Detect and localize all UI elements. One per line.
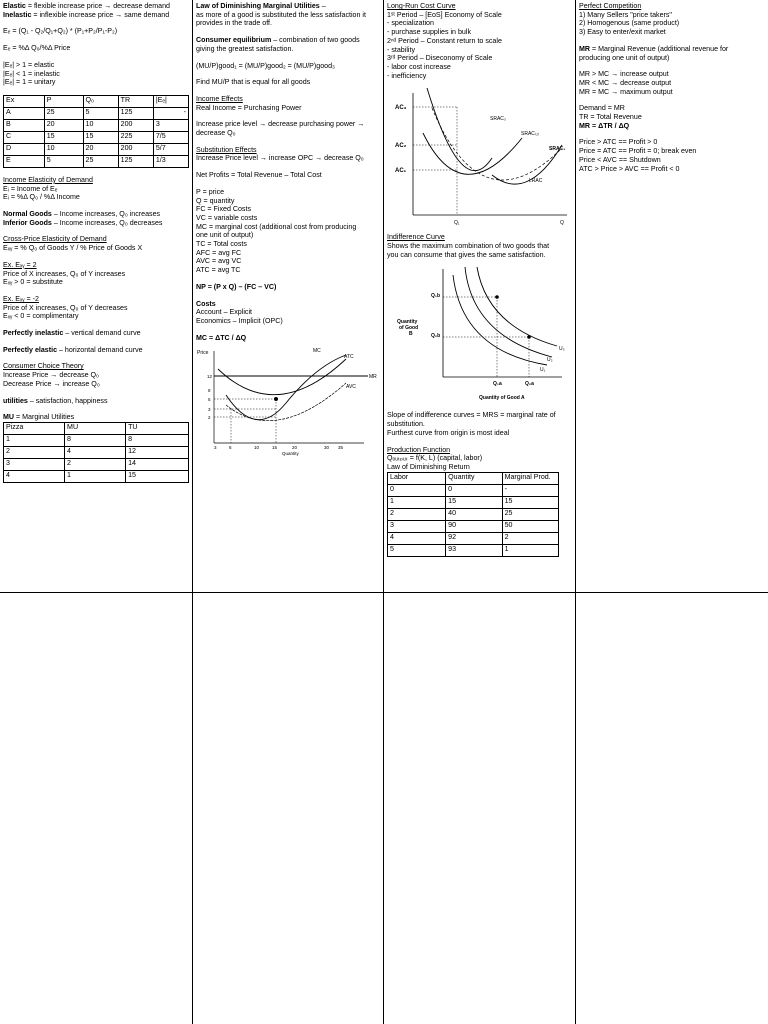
table-cell: 2 bbox=[502, 532, 558, 544]
substitution-effects-line: Increase Price level → increase OPC → decrease Q₀ bbox=[196, 154, 364, 163]
table-header-row bbox=[4, 422, 189, 434]
table-cell: 25 bbox=[502, 508, 558, 520]
lrc-line: 1ˢᵗ Period – [EoS] Economy of Scale bbox=[387, 10, 502, 19]
q-label: Q bbox=[560, 220, 564, 227]
equilibrium-formula: (MU/P)good₁ = (MU/P)good₂ = (MU/P)good₃ bbox=[196, 61, 335, 70]
table-row bbox=[4, 131, 189, 143]
table-row bbox=[4, 107, 189, 119]
cost-curves-graph bbox=[196, 345, 380, 465]
q1a-label: Q₁a bbox=[493, 381, 502, 388]
table-cell: 90 bbox=[446, 520, 502, 532]
consumer-choice-line: Increase Price → decrease Q₀ bbox=[3, 371, 99, 380]
example-1-line: Eₓᵧ > 0 = substitute bbox=[3, 278, 63, 287]
table-row bbox=[388, 532, 559, 544]
x-tick-label: 6 bbox=[229, 445, 232, 451]
example-1-line: Price of X increases, Q₀ of Y increases bbox=[3, 269, 126, 278]
indifference-line: Shows the maximum combination of two goods that bbox=[387, 242, 550, 251]
consumer-equilibrium-line: giving the greatest satisfaction. bbox=[196, 44, 294, 53]
table-row bbox=[388, 496, 559, 508]
x-axis-label: Quantity bbox=[282, 451, 299, 457]
inelastic-def: Inelastic = inflexible increase price → same demand bbox=[3, 10, 170, 19]
column-4 bbox=[576, 0, 768, 592]
table-cell: 20 bbox=[44, 119, 83, 131]
mr-rule: MR = MC → maximum output bbox=[579, 87, 673, 96]
table-cell: 92 bbox=[446, 532, 502, 544]
table-cell: C bbox=[4, 131, 45, 143]
y-axis-label: Price bbox=[197, 350, 209, 357]
elasticity-rule: |Eₑ| = 1 = unitary bbox=[3, 78, 56, 87]
table-cell: 8 bbox=[126, 434, 189, 446]
table-cell: 2 bbox=[65, 458, 126, 470]
mr-def: MR = Marginal Revenue (additional revenue for bbox=[579, 44, 729, 53]
u3-label: U₃ bbox=[559, 346, 565, 353]
q2b-label: Q₂b bbox=[431, 333, 441, 340]
table-cell: 15 bbox=[446, 496, 502, 508]
consumer-choice-title: Consumer Choice Theory bbox=[3, 362, 84, 371]
ldmu-heading: Law of Diminishing Marginal Utilities – bbox=[196, 2, 326, 10]
table-cell: 14 bbox=[126, 458, 189, 470]
perfect-competition-title: Perfect Competition bbox=[579, 2, 642, 10]
avc-label: AVC bbox=[346, 384, 356, 391]
table-cell: 3 bbox=[153, 119, 188, 131]
x-tick-label: 3 bbox=[214, 445, 217, 451]
demand-line: TR = Total Revenue bbox=[579, 113, 642, 122]
np-formula: NP = (P x Q) – (FC – VC) bbox=[196, 282, 277, 291]
production-line: Law of Diminishing Return bbox=[387, 462, 470, 471]
table-cell: - bbox=[153, 107, 188, 119]
pc-line: 3) Easy to enter/exit market bbox=[579, 28, 666, 37]
table-row bbox=[4, 434, 189, 446]
mr-rule: MR > MC → increase output bbox=[579, 70, 669, 79]
lrc-line: - inefficiency bbox=[387, 71, 427, 80]
x-tick-label: 15 bbox=[272, 445, 278, 451]
table-cell: 1 bbox=[388, 496, 446, 508]
table-cell: 10 bbox=[83, 119, 118, 131]
q2a-label: Q₂a bbox=[525, 381, 534, 388]
definition: AFC = avg FC bbox=[196, 248, 242, 257]
indifference-curve-graph bbox=[387, 261, 572, 411]
table-cell: 2 bbox=[4, 446, 65, 458]
income-elasticity-line: Eᵢ = Income of Eₑ bbox=[3, 184, 58, 193]
table-cell: 25 bbox=[44, 107, 83, 119]
table-cell: 20 bbox=[83, 143, 118, 155]
table-cell: 7/5 bbox=[153, 131, 188, 143]
indifference-line: you can consume that gives the same satisfaction. bbox=[387, 250, 546, 259]
table-cell: 225 bbox=[118, 131, 153, 143]
u3-curve bbox=[477, 267, 557, 346]
table-row bbox=[4, 470, 189, 482]
y-axis-label-line: Quantity bbox=[397, 319, 418, 326]
table-header-row bbox=[388, 472, 559, 484]
income-elasticity-title: Income Elasticity of Demand bbox=[3, 175, 93, 184]
table-cell: 125 bbox=[118, 155, 153, 167]
table-cell: 3 bbox=[388, 520, 446, 532]
normal-goods: Normal Goods – Income increases, Q₀ increases bbox=[3, 210, 161, 219]
table-cell: E bbox=[4, 155, 45, 167]
income-effects-line: decrease Q₀ bbox=[196, 129, 236, 138]
table-cell: 40 bbox=[446, 508, 502, 520]
costs-title: Costs bbox=[196, 299, 216, 308]
srac3-curve bbox=[427, 88, 492, 171]
row-divider bbox=[0, 592, 768, 593]
table-cell: 15 bbox=[83, 131, 118, 143]
lrc-line: - specialization bbox=[387, 19, 434, 28]
slope-line: Slope of indifference curves = MRS = marginal rate of bbox=[387, 411, 556, 420]
lrc-line: - labor cost increase bbox=[387, 62, 451, 71]
costs-line: Economics – Implicit (OPC) bbox=[196, 316, 283, 325]
x-tick-label: 20 bbox=[292, 445, 298, 451]
income-effects-line: Increase price level → decrease purchasing power → bbox=[196, 120, 365, 129]
atc-label: ATC bbox=[344, 354, 354, 361]
consumer-equilibrium: Consumer equilibrium – combination of two goods bbox=[196, 36, 360, 45]
lrc-line: 2ⁿᵈ Period – Constant return to scale bbox=[387, 36, 502, 45]
table-cell: 5 bbox=[44, 155, 83, 167]
ac3-label: AC₃ bbox=[395, 105, 407, 112]
x-tick-label: 30 bbox=[324, 445, 330, 451]
mc-formula: MC = ΔTC / ΔQ bbox=[196, 333, 247, 342]
utilities-def: utilities – satisfaction, happiness bbox=[3, 396, 108, 405]
table-header: TR bbox=[118, 95, 153, 107]
definition: TC = Total costs bbox=[196, 240, 247, 249]
slope-line: Furthest curve from origin is most ideal bbox=[387, 428, 510, 437]
table-cell: 25 bbox=[83, 155, 118, 167]
y-tick-label: 5 bbox=[208, 397, 211, 403]
column-3 bbox=[384, 0, 575, 592]
costs-line: Account – Explicit bbox=[196, 308, 252, 317]
definition: P = price bbox=[196, 187, 225, 196]
x-axis-label: Quantity of Good A bbox=[479, 395, 525, 402]
ldmu-line: as more of a good is substituted the less satisfaction it bbox=[196, 10, 366, 19]
table-row bbox=[388, 484, 559, 496]
table-header: Labor bbox=[388, 472, 446, 484]
slope-line: substitution. bbox=[387, 420, 425, 429]
table-row bbox=[388, 508, 559, 520]
table-header: TU bbox=[126, 422, 189, 434]
ed-ratio-formula: Eₑ = %Δ Q₀/%Δ Price bbox=[3, 44, 71, 53]
consumer-choice-line: Decrease Price → increase Q₀ bbox=[3, 379, 100, 388]
profit-rule: Price > ATC == Profit > 0 bbox=[579, 138, 658, 147]
ac1-label: AC₁ bbox=[395, 168, 407, 175]
ed-midpoint-formula: Eₑ = (Q₁ - Q₂/Q₁+Q₂) * (P₁+P₂/P₁-P₂) bbox=[3, 27, 118, 36]
mr-formula: MR = ΔTR / ΔQ bbox=[579, 121, 630, 130]
table-row bbox=[4, 458, 189, 470]
income-effects-line: Real Income = Purchasing Power bbox=[196, 103, 302, 112]
y-tick-label: 2 bbox=[208, 415, 211, 421]
y-axis-label-line: B bbox=[409, 331, 413, 338]
table-cell: 1 bbox=[4, 434, 65, 446]
example-1-title: Ex. Eₓᵧ = 2 bbox=[3, 260, 37, 269]
srac1-label: SRAC₁ bbox=[549, 146, 566, 153]
table-cell: 15 bbox=[44, 131, 83, 143]
column-1 bbox=[0, 0, 192, 592]
x-tick-label: 10 bbox=[254, 445, 260, 451]
mr-label: MR bbox=[369, 374, 377, 381]
table-row bbox=[388, 520, 559, 532]
definition: FC = Fixed Costs bbox=[196, 205, 251, 214]
income-effects-title: Income Effects bbox=[196, 94, 243, 103]
table-row bbox=[4, 143, 189, 155]
table-cell: 0 bbox=[388, 484, 446, 496]
u1-label: U₁ bbox=[540, 367, 546, 374]
table-header: Quantity bbox=[446, 472, 502, 484]
y-tick-label: 3 bbox=[208, 407, 211, 413]
substitution-effects-title: Substitution Effects bbox=[196, 145, 257, 154]
table-cell: 5 bbox=[388, 544, 446, 556]
table-cell: D bbox=[4, 143, 45, 155]
table-cell: 5/7 bbox=[153, 143, 188, 155]
table-cell: 200 bbox=[118, 119, 153, 131]
lrac-label: LRAC bbox=[529, 178, 543, 185]
example-2-title: Ex. Eₓᵧ = -2 bbox=[3, 294, 39, 303]
table-cell: B bbox=[4, 119, 45, 131]
table-cell: A bbox=[4, 107, 45, 119]
y-axis-label-line: of Good bbox=[399, 325, 419, 332]
elasticity-table bbox=[3, 95, 189, 168]
production-table bbox=[387, 472, 559, 557]
perfectly-elastic: Perfectly elastic – horizontal demand curve bbox=[3, 345, 143, 354]
mu-def: MU = Marginal Utilities bbox=[3, 413, 75, 422]
table-cell: 3 bbox=[4, 458, 65, 470]
inferior-goods: Inferior Goods – Income increases, Q₀ decreases bbox=[3, 218, 163, 227]
table-row bbox=[4, 446, 189, 458]
q1b-label: Q₁b bbox=[431, 293, 441, 300]
mr-def-line: producing one unit of output) bbox=[579, 53, 670, 62]
production-line: Qₒᵤₜₚᵤₜ = f(K, L) (capital, labor) bbox=[387, 454, 483, 463]
definition: Q = quantity bbox=[196, 196, 235, 205]
table-cell: 5 bbox=[83, 107, 118, 119]
table-header: Ex bbox=[4, 95, 45, 107]
u1-curve bbox=[453, 275, 547, 365]
table-row bbox=[4, 119, 189, 131]
cross-price-title: Cross-Price Elasticity of Demand bbox=[3, 235, 107, 244]
y-tick-label: 12 bbox=[207, 374, 213, 380]
table-cell: 2 bbox=[388, 508, 446, 520]
table-header: Marginal Prod. bbox=[502, 472, 558, 484]
point-1 bbox=[495, 296, 499, 300]
income-elasticity-line: Eᵢ = %Δ Q₀ / %Δ Income bbox=[3, 193, 80, 202]
elastic-def: Elastic = flexible increase price → decrease demand bbox=[3, 2, 170, 10]
long-run-cost-title: Long-Run Cost Curve bbox=[387, 2, 456, 10]
srac3-label: SRAC₃ bbox=[490, 116, 506, 123]
table-header-row bbox=[4, 95, 189, 107]
ac2-label: AC₂ bbox=[395, 143, 407, 150]
elasticity-rule: |Eₑ| < 1 = inelastic bbox=[3, 69, 60, 78]
table-cell: 15 bbox=[502, 496, 558, 508]
table-row bbox=[4, 155, 189, 167]
table-header: Q₀ bbox=[83, 95, 118, 107]
long-run-cost-graph bbox=[387, 83, 572, 233]
table-row bbox=[388, 544, 559, 556]
table-header: MU bbox=[65, 422, 126, 434]
indifference-curve-title: Indifference Curve bbox=[387, 233, 445, 242]
table-header: Pizza bbox=[4, 422, 65, 434]
table-cell: 12 bbox=[126, 446, 189, 458]
table-cell: 1 bbox=[502, 544, 558, 556]
cross-price-formula: Eₓᵧ = % Q₀ of Goods Y / % Price of Goods X bbox=[3, 244, 143, 253]
table-header: P bbox=[44, 95, 83, 107]
ldmu-line: provides in the trade off. bbox=[196, 19, 272, 28]
table-cell: - bbox=[502, 484, 558, 496]
srac2-label: SRAC₍₂₎ bbox=[521, 131, 540, 138]
table-cell: 15 bbox=[126, 470, 189, 482]
definition: VC = variable costs bbox=[196, 213, 258, 222]
mc-label: MC bbox=[313, 348, 321, 355]
lrc-line: 3ʳᵈ Period – Diseconomy of Scale bbox=[387, 54, 493, 63]
mu-table bbox=[3, 422, 189, 483]
table-cell: 8 bbox=[65, 434, 126, 446]
u2-curve bbox=[465, 267, 552, 357]
lrc-line: - purchase supplies in bulk bbox=[387, 28, 471, 37]
example-2-line: Price of X increases, Q₀ of Y decreases bbox=[3, 303, 128, 312]
lrc-line: - stability bbox=[387, 45, 415, 54]
definition: one unit of output) bbox=[196, 231, 254, 240]
u2-label: U₂ bbox=[547, 357, 553, 364]
table-cell: 50 bbox=[502, 520, 558, 532]
x-tick-label: 35 bbox=[338, 445, 344, 451]
point-2 bbox=[527, 336, 531, 340]
demand-line: Demand = MR bbox=[579, 104, 625, 113]
profit-rule: ATC > Price > AVC == Profit < 0 bbox=[579, 164, 680, 173]
perfectly-inelastic: Perfectly inelastic – vertical demand curve bbox=[3, 329, 141, 338]
definition: AVC = avg VC bbox=[196, 257, 242, 266]
table-cell: 10 bbox=[44, 143, 83, 155]
profit-rule: Price = ATC == Profit = 0; break even bbox=[579, 147, 697, 156]
table-cell: 1 bbox=[65, 470, 126, 482]
example-2-line: Eₓᵧ < 0 = complimentary bbox=[3, 312, 79, 321]
q1-label: Q₁ bbox=[454, 220, 460, 227]
pc-line: 1) Many Sellers "price takers" bbox=[579, 10, 672, 19]
table-header: |Eₑ| bbox=[153, 95, 188, 107]
table-cell: 93 bbox=[446, 544, 502, 556]
table-cell: 125 bbox=[118, 107, 153, 119]
table-cell: 4 bbox=[4, 470, 65, 482]
definition: ATC = avg TC bbox=[196, 266, 241, 275]
mr-rule: MR < MC → decrease output bbox=[579, 78, 672, 87]
y-tick-label: 8 bbox=[208, 388, 211, 394]
pc-line: 2) Homogenous (same product) bbox=[579, 19, 680, 28]
table-cell: 0 bbox=[446, 484, 502, 496]
production-function-title: Production Function bbox=[387, 445, 451, 454]
column-2 bbox=[193, 0, 383, 592]
table-cell: 4 bbox=[65, 446, 126, 458]
table-cell: 4 bbox=[388, 532, 446, 544]
table-cell: 200 bbox=[118, 143, 153, 155]
net-profits: Net Profits = Total Revenue – Total Cost bbox=[196, 171, 322, 180]
elasticity-rule: |Eₑ| > 1 = elastic bbox=[3, 60, 55, 69]
profit-rule: Price < AVC == Shutdown bbox=[579, 155, 661, 164]
srac2-curve bbox=[423, 133, 522, 174]
table-cell: 1/3 bbox=[153, 155, 188, 167]
definition: MC = marginal cost (additional cost from producing bbox=[196, 222, 357, 231]
find-mu-p: Find MU/P that is equal for all goods bbox=[196, 78, 311, 87]
